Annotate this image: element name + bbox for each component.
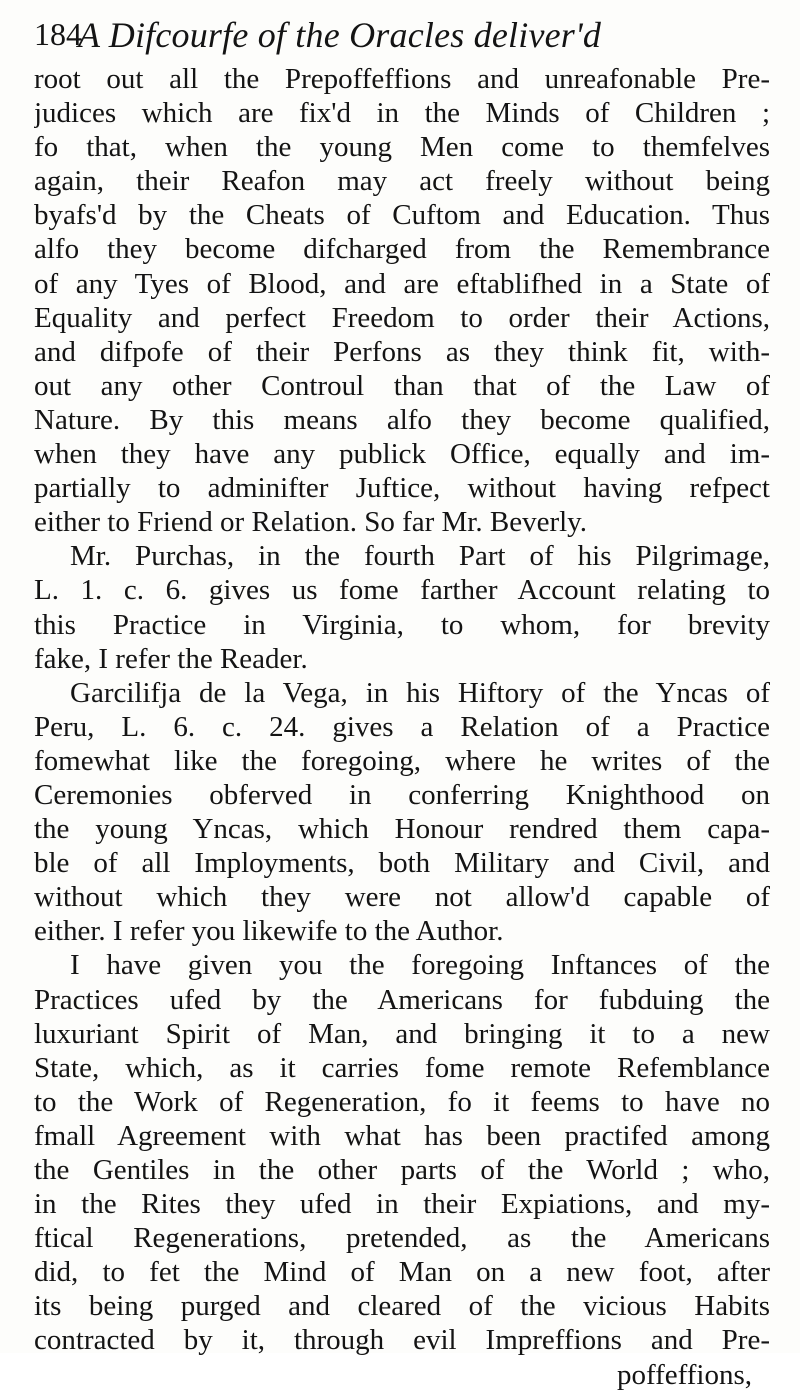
text-line: the Gentiles in the other parts of the World ; who, [34, 1154, 770, 1186]
text-line: when they have any publick Office, equally and im- [34, 438, 770, 471]
text-line: poffeffions, [616, 1358, 752, 1391]
text-line: State, which, as it carries fome remote Refemblance [34, 1051, 770, 1084]
text-line: byafs'd by the Cheats of Cuftom and Education. Thus [34, 199, 770, 232]
text-line: and difpofe of their Perfons as they think fit, with- [34, 335, 770, 368]
text-line: ble of all Imployments, both Military and Civil, and [34, 847, 770, 880]
text-line: Peru, L. 6. c. 24. gives a Relation of a Practice [34, 710, 770, 743]
text-line: Equality and perfect Freedom to order their Actions, [34, 301, 770, 334]
text-line: either. I refer you likewife to the Author. [34, 915, 504, 948]
text-line: Nature. By this means alfo they become qualified, [34, 403, 770, 436]
running-title: A Difcourfe of the Oracles deliver'd [78, 15, 602, 55]
text-line: luxuriant Spirit of Man, and bringing it to a new [34, 1017, 770, 1050]
body-text [34, 62, 770, 1392]
text-line: root out all the Prepoffeffions and unreafonable Pre- [34, 63, 770, 95]
text-line: Practices ufed by the Americans for fubduing the [34, 983, 770, 1016]
text-line: contracted by it, through evil Impreffions and Pre- [34, 1324, 770, 1357]
text-line: judices which are fix'd in the Minds of Children ; [34, 97, 770, 130]
text-line: fo that, when the young Men come to themfelves [34, 131, 770, 164]
text-line: to the Work of Regeneration, fo it feems to have no [34, 1085, 770, 1118]
text-line: alfo they become difcharged from the Remembrance [34, 233, 770, 266]
text-line: out any other Controul than that of the Law of [34, 369, 770, 402]
text-line: Garcilifja de la Vega, in his Hiftory of the Yncas of [70, 676, 770, 709]
text-line: of any Tyes of Blood, and are eftablifhed in a State of [34, 267, 770, 300]
text-line: again, their Reafon may act freely without being [34, 165, 770, 198]
text-line: L. 1. c. 6. gives us fome farther Account relating to [34, 574, 770, 607]
text-line: fake, I refer the Reader. [34, 642, 308, 675]
text-line: its being purged and cleared of the vicious Habits [34, 1290, 770, 1323]
text-line: partially to adminifter Juftice, without having refpect [34, 472, 770, 505]
page-header [34, 14, 770, 62]
text-line: either to Friend or Relation. So far Mr. Beverly. [34, 506, 588, 539]
text-line: in the Rites they ufed in their Expiations, and my- [34, 1188, 770, 1221]
text-line: Mr. Purchas, in the fourth Part of his Pilgrimage, [70, 540, 770, 573]
text-line: did, to fet the Mind of Man on a new foot, after [34, 1256, 770, 1289]
text-line: fmall Agreement with what has been practifed among [34, 1119, 770, 1152]
text-line: Ceremonies obferved in conferring Knighthood on [34, 778, 770, 811]
text-line: this Practice in Virginia, to whom, for brevity [34, 608, 770, 641]
text-line: without which they were not allow'd capable of [34, 881, 770, 914]
text-line: the young Yncas, which Honour rendred them capa- [34, 813, 770, 846]
text-line: fomewhat like the foregoing, where he writes of the [34, 744, 770, 777]
text-line: I have given you the foregoing Inftances of the [70, 949, 770, 982]
page-number: 184 [34, 16, 82, 52]
text-line: ftical Regenerations, pretended, as the Americans [34, 1222, 770, 1255]
